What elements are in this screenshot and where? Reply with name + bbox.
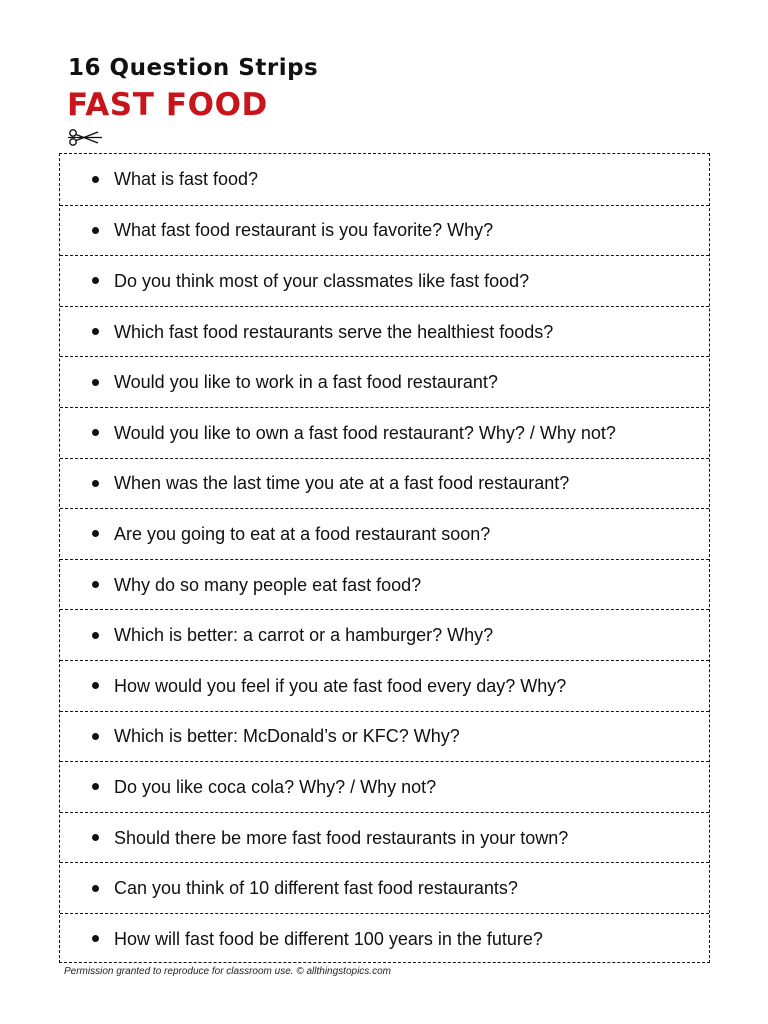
question-strip bbox=[60, 862, 709, 913]
page-title: FAST FOOD bbox=[67, 87, 268, 123]
question-strip bbox=[60, 660, 709, 711]
bullet-icon bbox=[92, 227, 99, 234]
question-strip bbox=[60, 154, 709, 205]
question-text: Do you think most of your classmates like fast food? bbox=[114, 270, 530, 291]
question-text: Do you like coca cola? Why? / Why not? bbox=[114, 776, 437, 797]
question-text: Are you going to eat at a food restaurant soon? bbox=[114, 523, 491, 544]
bullet-icon bbox=[92, 935, 99, 942]
bullet-icon bbox=[92, 682, 99, 689]
question-strips bbox=[59, 153, 710, 963]
question-strip bbox=[60, 306, 709, 357]
question-text: Can you think of 10 different fast food restaurants? bbox=[114, 878, 518, 899]
question-text: Which fast food restaurants serve the healthiest foods? bbox=[114, 321, 554, 342]
bullet-icon bbox=[92, 632, 99, 639]
question-strip bbox=[60, 255, 709, 306]
question-text: When was the last time you ate at a fast food restaurant? bbox=[114, 473, 570, 494]
question-text: What is fast food? bbox=[114, 169, 259, 190]
question-strip bbox=[60, 559, 709, 610]
question-strip bbox=[60, 711, 709, 762]
bullet-icon bbox=[92, 379, 99, 386]
question-text: Should there be more fast food restaurants in your town? bbox=[114, 827, 569, 848]
question-text: Which is better: McDonald’s or KFC? Why? bbox=[114, 726, 460, 747]
bullet-icon bbox=[92, 328, 99, 335]
bullet-icon bbox=[92, 834, 99, 841]
question-text: What fast food restaurant is you favorite? Why? bbox=[114, 220, 494, 241]
question-strip bbox=[60, 407, 709, 458]
bullet-icon bbox=[92, 733, 99, 740]
question-strip bbox=[60, 205, 709, 256]
bullet-icon bbox=[92, 429, 99, 436]
question-strip bbox=[60, 761, 709, 812]
scissors-icon bbox=[68, 127, 102, 149]
bullet-icon bbox=[92, 277, 99, 284]
question-strip bbox=[60, 609, 709, 660]
subtitle: 16 Question Strips bbox=[68, 55, 319, 81]
question-strip bbox=[60, 458, 709, 509]
question-strip bbox=[60, 812, 709, 863]
bullet-icon bbox=[92, 480, 99, 487]
bullet-icon bbox=[92, 581, 99, 588]
bullet-icon bbox=[92, 783, 99, 790]
question-text: How would you feel if you ate fast food every day? Why? bbox=[114, 675, 567, 696]
question-strip bbox=[60, 913, 709, 964]
question-text: Would you like to own a fast food restaurant? Why? / Why not? bbox=[114, 422, 616, 443]
question-text: How will fast food be different 100 years in the future? bbox=[114, 928, 543, 949]
question-text: Why do so many people eat fast food? bbox=[114, 574, 422, 595]
permission-footer: Permission granted to reproduce for classroom use. © allthingstopics.com bbox=[64, 966, 391, 977]
bullet-icon bbox=[92, 176, 99, 183]
question-strip bbox=[60, 508, 709, 559]
bullet-icon bbox=[92, 885, 99, 892]
question-strip bbox=[60, 356, 709, 407]
bullet-icon bbox=[92, 530, 99, 537]
question-text: Which is better: a carrot or a hamburger? Why? bbox=[114, 625, 494, 646]
question-text: Would you like to work in a fast food restaurant? bbox=[114, 372, 498, 393]
